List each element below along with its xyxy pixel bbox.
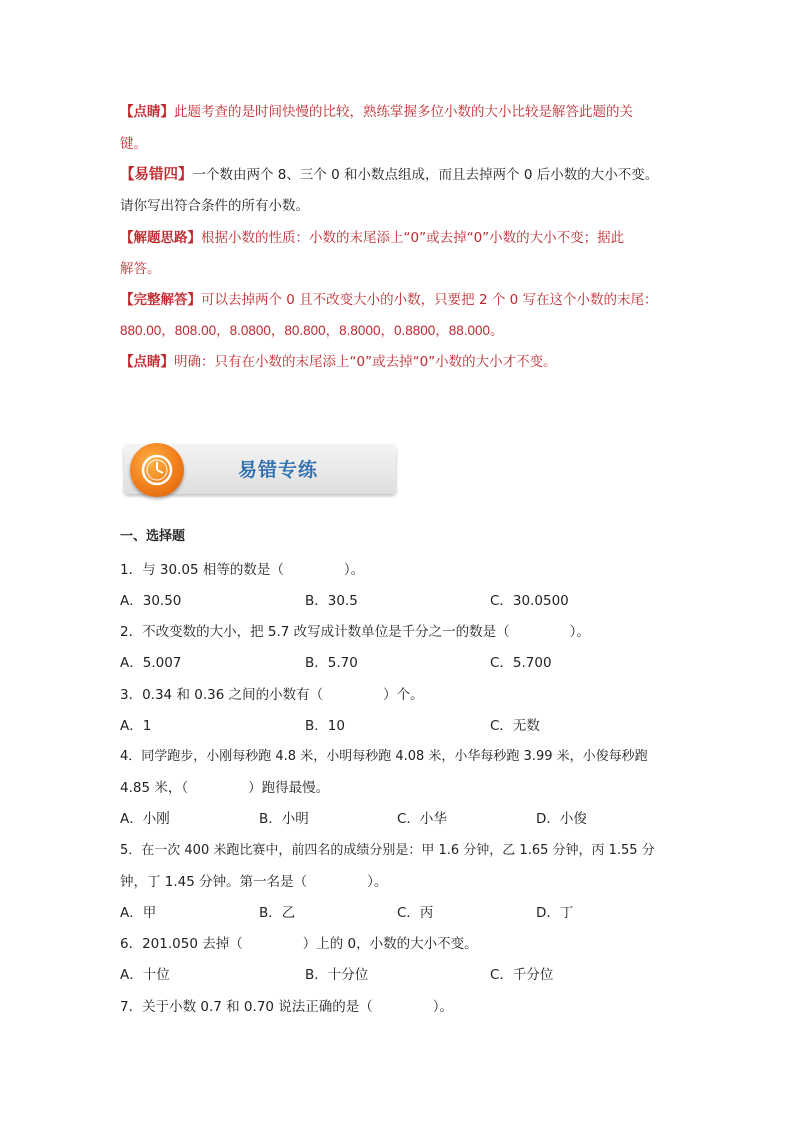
question-6-stem-end: ）上的 0，小数的大小不变。	[302, 936, 478, 952]
answer-tag: 【完整解答】	[120, 292, 201, 308]
q4-option-d[interactable]: D．小俊	[536, 811, 587, 827]
q4-option-b[interactable]: B．小明	[259, 811, 309, 827]
question-4-stem-a: 4.85 米，（	[120, 780, 189, 796]
mistake-line-cont: 请你写出符合条件的所有小数。	[120, 198, 309, 214]
point-tag-2: 【点睛】	[120, 354, 174, 370]
clock-icon	[130, 443, 184, 497]
question-3-stem: 3．0.34 和 0.36 之间的小数有（	[120, 687, 324, 703]
q5-option-a[interactable]: A．甲	[120, 905, 157, 921]
question-5-cont	[120, 872, 387, 892]
q3-option-c[interactable]: C．无数	[490, 718, 540, 734]
q3-option-b[interactable]: B．10	[305, 718, 345, 734]
question-6-stem: 6．201.050 去掉（	[120, 936, 243, 952]
question-7-stem: 7．关于小数 0.7 和 0.70 说法正确的是（	[120, 999, 373, 1015]
q2-option-b[interactable]: B．5.70	[305, 655, 358, 671]
mistake-text: 一个数由两个 8、三个 0 和小数点组成，而且去掉两个 0 后小数的大小不变。	[192, 167, 659, 183]
banner-title: 易错专练	[238, 459, 319, 481]
question-1-stem-end: ）。	[343, 562, 365, 578]
q6-option-c[interactable]: C．千分位	[490, 967, 554, 983]
q5-option-b[interactable]: B．乙	[259, 905, 296, 921]
q6-option-a[interactable]: A．十位	[120, 967, 170, 983]
q5-option-c[interactable]: C．丙	[397, 905, 434, 921]
mistake-line	[120, 165, 658, 185]
q4-option-c[interactable]: C．小华	[397, 811, 447, 827]
q3-option-a[interactable]: A．1	[120, 718, 152, 734]
question-2-stem-end: ）。	[569, 624, 590, 640]
idea-line-cont: 解答。	[120, 261, 161, 277]
point-text: 此题考查的是时间快慢的比较，熟练掌握多位小数的大小比较是解答此题的关	[174, 104, 633, 120]
question-5-stem-a: 钟，丁 1.45 分钟。第一名是（	[120, 874, 308, 890]
question-2	[120, 622, 590, 642]
point-text-2: 明确：只有在小数的末尾添上“0”或去掉“0”小数的大小才不变。	[174, 354, 557, 370]
q6-option-b[interactable]: B．十分位	[305, 967, 369, 983]
q5-option-d[interactable]: D．丁	[536, 905, 574, 921]
question-1	[120, 560, 364, 580]
question-4: 4．同学跑步，小刚每秒跑 4.8 米，小明每秒跑 4.08 米，小华每秒跑 3.99 米，小俊每秒跑	[120, 749, 648, 764]
clock-icon-svg	[130, 443, 184, 497]
question-3	[120, 685, 424, 705]
answer-values: 880.00，808.00，8.0800，80.800，8.8000，0.8800，88.000。	[120, 323, 504, 338]
explain-line-1-cont: 键。	[120, 136, 147, 152]
q1-option-a[interactable]: A．30.50	[120, 593, 182, 609]
question-2-stem: 2．不改变数的大小，把 5.7 改写成计数单位是千分之一的数是（	[120, 624, 510, 640]
question-4-cont	[120, 778, 329, 798]
point-line-2	[120, 352, 557, 372]
answer-line	[120, 290, 658, 310]
answer-text: 可以去掉两个 0 且不改变大小的小数，只要把 2 个 0 写在这个小数的末尾：	[201, 292, 658, 308]
question-4-stem-b: ）跑得最慢。	[248, 780, 330, 796]
q2-option-c[interactable]: C．5.700	[490, 655, 552, 671]
question-1-stem: 1．与 30.05 相等的数是（	[120, 562, 284, 578]
idea-text: 根据小数的性质：小数的末尾添上“0”或去掉“0”小数的大小不变；据此	[201, 230, 625, 246]
q4-option-a[interactable]: A．小刚	[120, 811, 170, 827]
idea-line	[120, 228, 624, 248]
question-6	[120, 934, 478, 954]
idea-tag: 【解题思路】	[120, 230, 201, 246]
point-tag: 【点睛】	[120, 104, 174, 120]
q1-option-b[interactable]: B．30.5	[305, 593, 358, 609]
mistake-tag: 【易错四】	[120, 167, 193, 183]
section-title: 一、选择题	[120, 529, 186, 544]
question-5: 5．在一次 400 米跑比赛中，前四名的成绩分别是：甲 1.6 分钟，乙 1.65 分钟，丙 1.55 分	[120, 843, 655, 858]
question-7	[120, 997, 453, 1017]
explain-line-1	[120, 102, 633, 122]
question-3-stem-end: ）个。	[383, 687, 424, 703]
question-7-stem-end: ）。	[432, 999, 454, 1015]
q2-option-a[interactable]: A．5.007	[120, 655, 182, 671]
question-5-stem-b: ）。	[367, 874, 388, 890]
q1-option-c[interactable]: C．30.0500	[490, 593, 569, 609]
